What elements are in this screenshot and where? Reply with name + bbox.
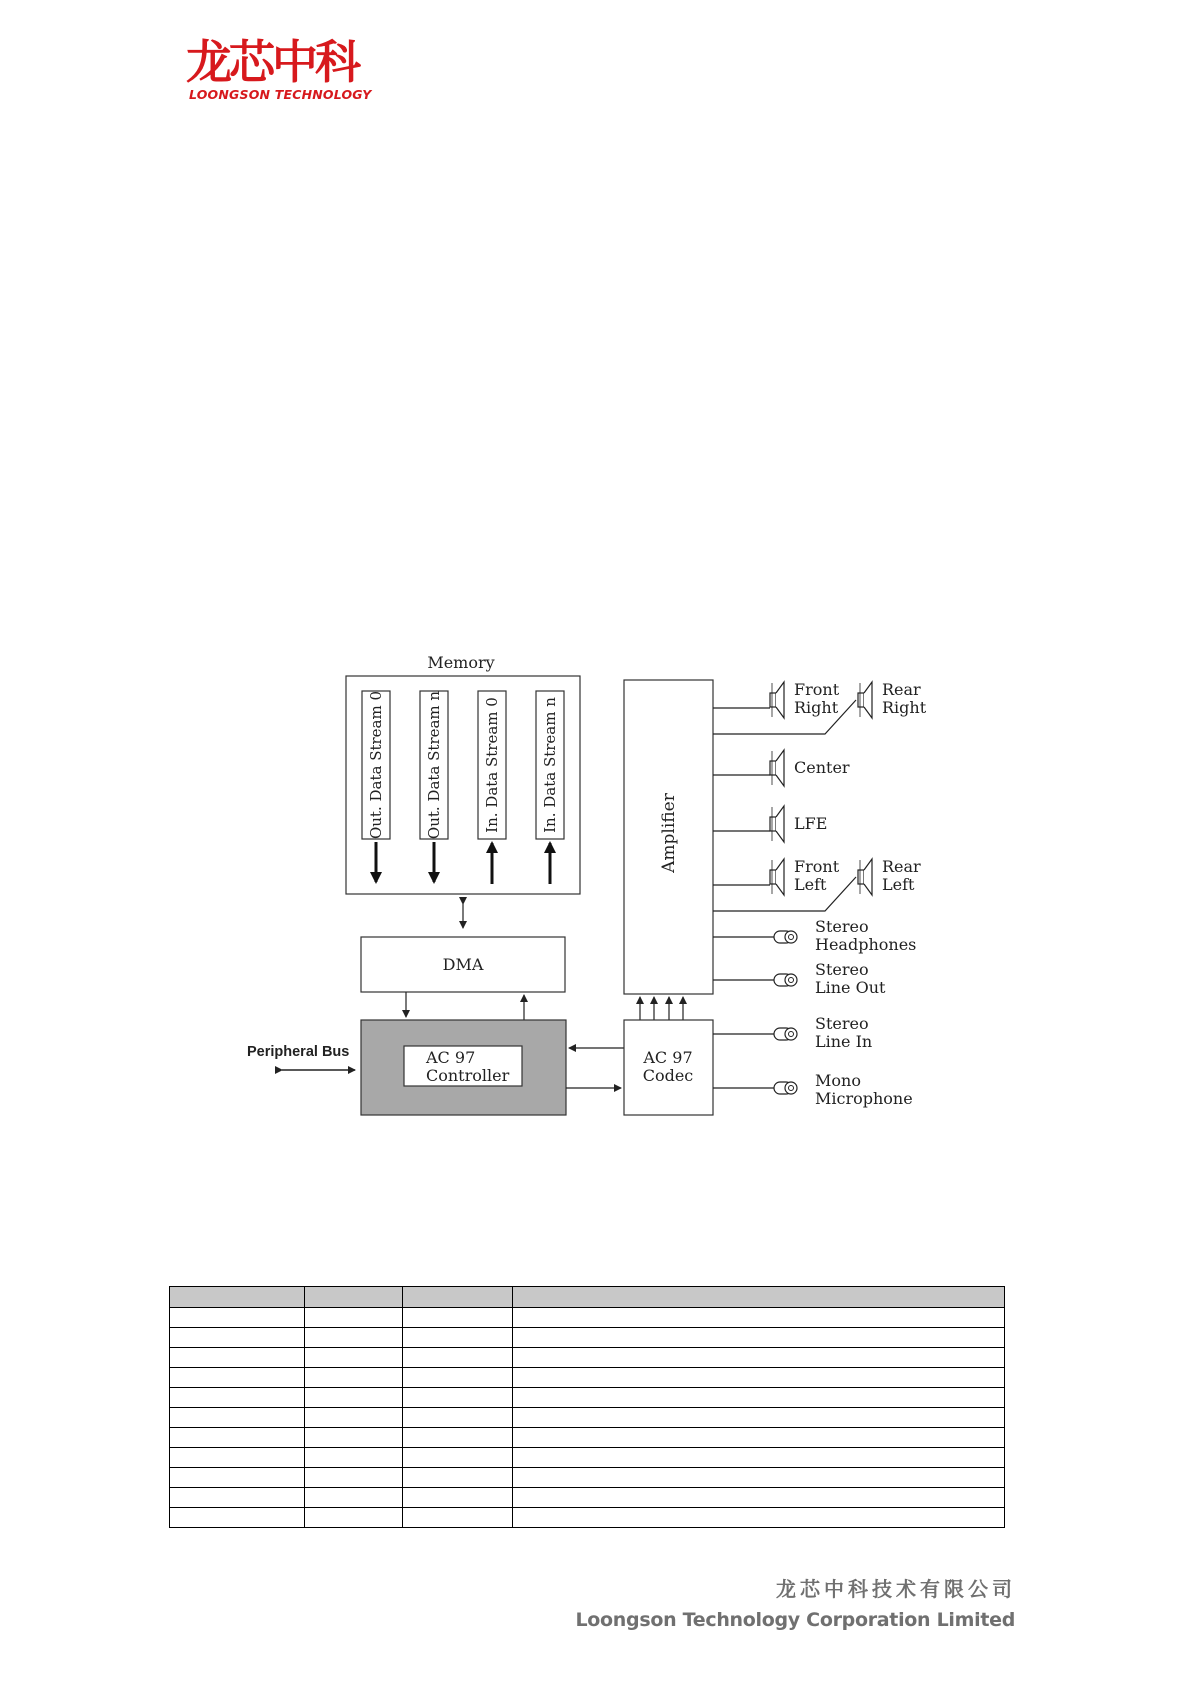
table-row [170, 1448, 1005, 1468]
logo-chinese-text: 龙芯中科 [186, 35, 358, 89]
table-header-cell [170, 1287, 305, 1308]
rear-right-label-1: Rear [882, 680, 921, 699]
controller-label-line1: AC 97 [426, 1048, 476, 1067]
table-cell [403, 1328, 513, 1348]
memory-label: Memory [427, 653, 495, 672]
amplifier-label: Amplifier [659, 793, 679, 873]
table-cell [170, 1388, 305, 1408]
table-cell [170, 1408, 305, 1428]
table-cell [403, 1488, 513, 1508]
table-cell [305, 1408, 403, 1428]
table-cell [403, 1468, 513, 1488]
table-cell [305, 1448, 403, 1468]
line-in-label-1: Stereo [815, 1014, 869, 1033]
line-out-label-1: Stereo [815, 960, 869, 979]
codec-label-line1: AC 97 [643, 1048, 693, 1067]
headphones-label-2: Headphones [815, 935, 917, 954]
front-right-label-1: Front [794, 680, 840, 699]
table-cell [403, 1388, 513, 1408]
codec-label-line2: Codec [642, 1066, 694, 1085]
headphones-label-1: Stereo [815, 917, 869, 936]
table-header-cell [305, 1287, 403, 1308]
table-row [170, 1488, 1005, 1508]
microphone-label-2: Microphone [815, 1089, 913, 1108]
line-in-jack-icon [774, 1028, 797, 1040]
table-cell [305, 1328, 403, 1348]
table-cell [513, 1328, 1005, 1348]
register-table [169, 1286, 1005, 1528]
table-cell [170, 1448, 305, 1468]
rear-left-label-2: Left [882, 875, 915, 894]
stream-label: In. Data Stream 0 [483, 697, 501, 833]
rear-right-speaker-icon [858, 682, 872, 718]
center-speaker-icon [770, 750, 784, 786]
table-row [170, 1468, 1005, 1488]
front-left-label-1: Front [794, 857, 840, 876]
rear-left-label-1: Rear [882, 857, 921, 876]
table-row [170, 1308, 1005, 1328]
microphone-label-1: Mono [815, 1071, 861, 1090]
table-row [170, 1348, 1005, 1368]
front-right-label-2: Right [794, 698, 839, 717]
footer-company-english: Loongson Technology Corporation Limited [575, 1609, 1015, 1631]
lfe-label: LFE [794, 814, 828, 833]
dma-label: DMA [442, 955, 484, 974]
table-cell [513, 1468, 1005, 1488]
table-cell [403, 1408, 513, 1428]
table-row [170, 1408, 1005, 1428]
table-cell [170, 1508, 305, 1528]
table-cell [403, 1348, 513, 1368]
table-cell [513, 1388, 1005, 1408]
table-header-cell [403, 1287, 513, 1308]
table-cell [403, 1428, 513, 1448]
table-row [170, 1368, 1005, 1388]
table-cell [170, 1428, 305, 1448]
table-cell [305, 1428, 403, 1448]
table-cell [403, 1368, 513, 1388]
center-label: Center [794, 758, 850, 777]
table-cell [305, 1488, 403, 1508]
table-cell [170, 1368, 305, 1388]
table-cell [513, 1368, 1005, 1388]
table-cell [305, 1308, 403, 1328]
logo-english-text: LOONGSON TECHNOLOGY [189, 87, 372, 102]
table-header-cell [513, 1287, 1005, 1308]
table-cell [170, 1468, 305, 1488]
table-cell [170, 1488, 305, 1508]
stream-label: Out. Data Stream 0 [367, 690, 385, 840]
table-cell [170, 1348, 305, 1368]
table-cell [305, 1468, 403, 1488]
table-row [170, 1388, 1005, 1408]
table-cell [170, 1308, 305, 1328]
table-header-row [170, 1287, 1005, 1308]
table-cell [513, 1448, 1005, 1468]
stream-label: Out. Data Stream n [425, 690, 443, 840]
table-cell [403, 1508, 513, 1528]
table-cell [513, 1428, 1005, 1448]
line-in-label-2: Line In [815, 1032, 873, 1051]
controller-label-line2: Controller [426, 1066, 510, 1085]
front-left-label-2: Left [794, 875, 827, 894]
table-cell [513, 1508, 1005, 1528]
table-cell [403, 1308, 513, 1328]
footer-company-chinese: 龙芯中科技术有限公司 [776, 1577, 1016, 1601]
table-cell [170, 1328, 305, 1348]
table-cell [305, 1508, 403, 1528]
table-cell [305, 1348, 403, 1368]
microphone-jack-icon [774, 1082, 797, 1094]
table-cell [513, 1308, 1005, 1328]
table-cell [403, 1448, 513, 1468]
table-row [170, 1428, 1005, 1448]
peripheral-bus-label: Peripheral Bus [247, 1044, 350, 1060]
table-cell [513, 1408, 1005, 1428]
table-cell [513, 1348, 1005, 1368]
table-cell [305, 1368, 403, 1388]
front-left-speaker-icon [770, 859, 784, 895]
stream-label: In. Data Stream n [541, 697, 559, 833]
headphones-jack-icon [774, 931, 797, 943]
line-out-jack-icon [774, 974, 797, 986]
table-row [170, 1508, 1005, 1528]
lfe-speaker-icon [770, 806, 784, 842]
codec-to-amplifier-arrows [640, 997, 683, 1020]
table-cell [305, 1388, 403, 1408]
table-row [170, 1328, 1005, 1348]
front-right-speaker-icon [770, 682, 784, 718]
rear-left-speaker-icon [858, 859, 872, 895]
table-cell [513, 1488, 1005, 1508]
line-out-label-2: Line Out [815, 978, 886, 997]
rear-right-label-2: Right [882, 698, 927, 717]
